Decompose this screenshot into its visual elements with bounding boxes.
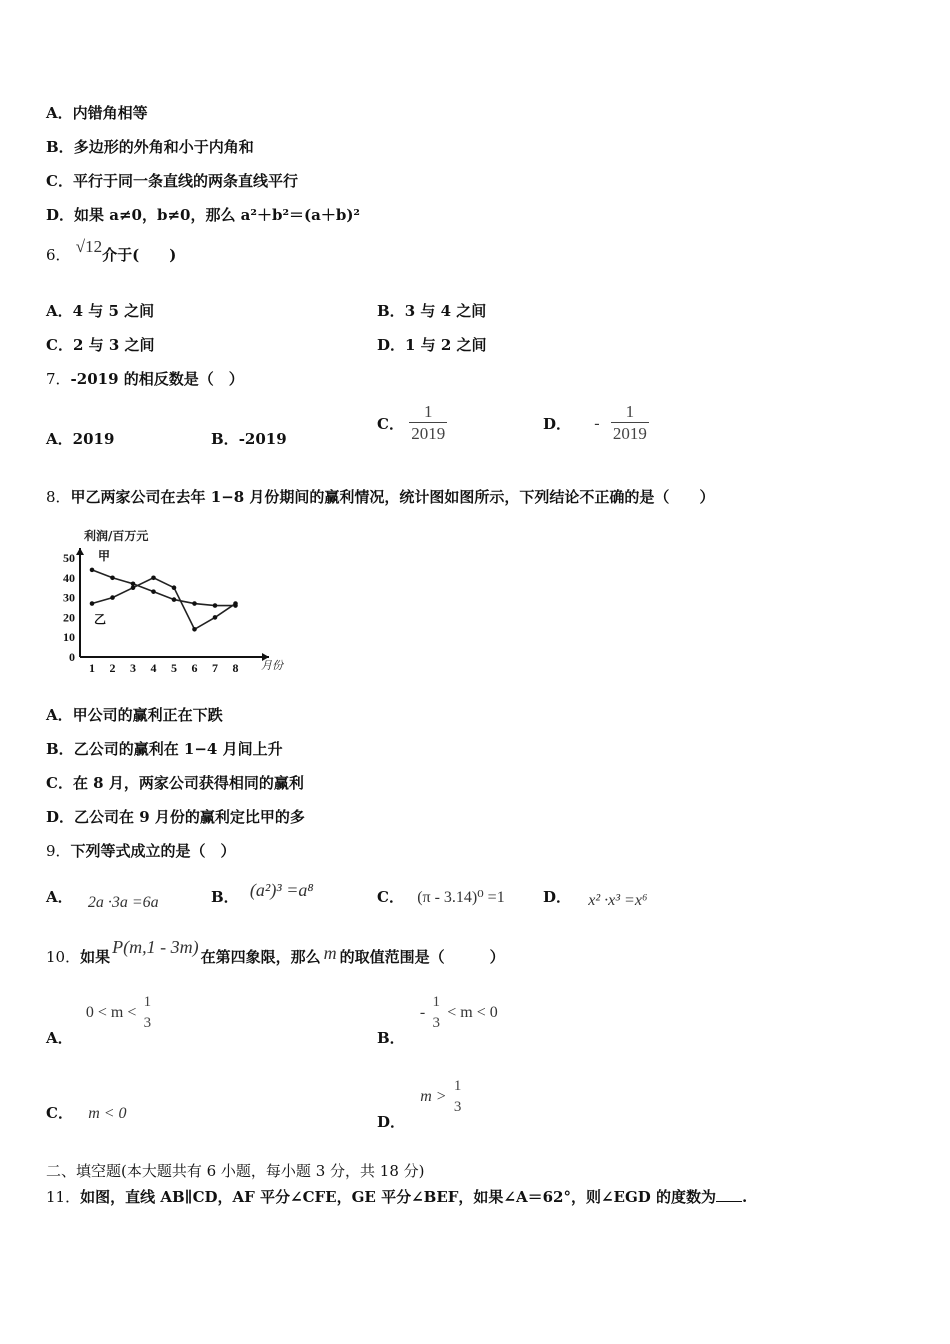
option-label: A． [46, 706, 73, 724]
fraction [409, 402, 447, 445]
question-text: 甲乙两家公司在去年 1−8 月份期间的赢利情况，统计图如图所示，下列结论不正确的是（ ） [70, 488, 715, 506]
option-label: A． [46, 104, 73, 122]
y-axis-arrow [76, 548, 84, 555]
data-point [172, 585, 177, 590]
x-tick-label: 2 [109, 661, 116, 675]
option-label: C． [377, 415, 404, 433]
option-text: 3 与 4 之间 [404, 302, 487, 320]
data-point [213, 615, 218, 620]
data-point [110, 595, 115, 600]
q6-option-c [46, 334, 155, 355]
profit-line-chart [44, 520, 294, 680]
q6-option-d [377, 334, 487, 355]
series-line-1 [92, 570, 236, 606]
q5-option-b [46, 136, 254, 157]
question-number: 8． [46, 488, 71, 506]
math-expression: (π - 3.14)⁰ =1 [417, 889, 505, 906]
option-label: A． [46, 430, 73, 448]
option-text: 1 与 2 之间 [405, 336, 487, 354]
option-label: D． [46, 206, 75, 224]
point-p: P(m,1 - 3m) [112, 937, 199, 957]
math-expression: 2a ·3a =6a [87, 894, 159, 911]
numerator: 1 [625, 402, 635, 421]
option-text: 2019 [72, 430, 115, 448]
math-expression: < m < 0 [447, 1004, 498, 1021]
question-number: 9． [46, 842, 71, 860]
q5-option-c [46, 170, 298, 191]
denominator: 2019 [411, 424, 446, 443]
option-text: 甲公司的赢利正在下跌 [72, 706, 223, 724]
x-tick-label: 3 [130, 661, 136, 675]
question-text-mid: 在第四象限，那么 [200, 948, 321, 966]
option-label: D． [377, 1113, 406, 1131]
y-tick-label: 10 [63, 630, 75, 645]
option-text: 2 与 3 之间 [72, 336, 155, 354]
data-point [90, 601, 95, 606]
q7-stem [46, 368, 244, 389]
option-label: B． [211, 430, 239, 448]
option-label: C． [46, 774, 73, 792]
q9-option-d [543, 886, 648, 907]
q10-stem [46, 937, 505, 967]
math-expression: x² ·x³ =x⁶ [588, 892, 648, 909]
data-point [110, 576, 115, 581]
data-point [90, 568, 95, 573]
y-tick-label: 20 [63, 610, 75, 625]
q7-option-c [377, 402, 447, 445]
q8-option-a [46, 704, 223, 725]
option-text: 4 与 5 之间 [72, 302, 155, 320]
numerator: 1 [423, 402, 433, 421]
option-label: B． [46, 740, 74, 758]
q10-option-c [46, 1102, 127, 1123]
data-point [233, 601, 238, 606]
option-label: B． [46, 138, 74, 156]
question-end: . [742, 1188, 748, 1206]
data-point [192, 601, 197, 606]
answer-blank [716, 1201, 742, 1202]
option-label: C． [46, 336, 73, 354]
option-label: B． [377, 1029, 405, 1047]
q8-option-d [46, 806, 305, 827]
x-axis-label: 月份 [261, 659, 283, 672]
option-text: 内错角相等 [72, 104, 148, 122]
option-label: C． [46, 172, 73, 190]
fraction [452, 1076, 464, 1118]
q8-stem [46, 486, 714, 507]
math-expression: m < 0 [88, 1105, 127, 1122]
minus-sign: - [594, 414, 600, 432]
option-text: 平行于同一条直线的两条直线平行 [72, 172, 298, 190]
sqrt-12: √12 [75, 237, 103, 256]
variable-m: m [323, 943, 337, 963]
option-label: A． [46, 302, 73, 320]
numerator: 1 [143, 994, 152, 1010]
y-tick-label: 30 [63, 590, 75, 605]
minus-sign: - [419, 1004, 426, 1021]
q7-option-a [46, 428, 114, 449]
section-heading: 二、填空题(本大题共有 6 小题，每小题 3 分，共 18 分) [46, 1162, 425, 1180]
option-label: C． [46, 1104, 73, 1122]
data-point [213, 603, 218, 608]
q6-option-a [46, 300, 154, 321]
denominator: 2019 [612, 424, 647, 443]
x-tick-label: 7 [212, 661, 218, 675]
option-text: 如果 a≠0，b≠0，那么 a²＋b²＝(a＋b)² [74, 206, 360, 224]
series-label: 乙 [94, 612, 107, 627]
y-tick-label: 0 [69, 650, 75, 664]
q9-stem [46, 840, 236, 861]
y-tick-label: 40 [63, 570, 75, 585]
question-text: 下列等式成立的是（ ） [70, 842, 236, 860]
q10-option-b [377, 992, 498, 1047]
data-point [131, 585, 136, 590]
option-text: 乙公司在 9 月份的赢利定比甲的多 [74, 808, 305, 826]
data-point [131, 581, 136, 586]
option-text: 多边形的外角和小于内角和 [73, 138, 254, 156]
option-label: C． [377, 888, 404, 906]
q10-option-a [46, 992, 153, 1047]
chart-series [90, 549, 238, 632]
question-text: 如果 [80, 948, 111, 966]
q7-option-b [211, 428, 287, 449]
question-text: 介于( ) [102, 246, 177, 264]
fraction [611, 402, 649, 445]
q9-option-b [211, 880, 314, 907]
option-text: -2019 [238, 430, 287, 448]
fraction [142, 992, 154, 1034]
question-number: 11． [46, 1188, 81, 1206]
data-point [192, 627, 197, 632]
chart-axes [76, 548, 269, 661]
denominator: 3 [143, 1015, 152, 1031]
question-text-post: 的取值范围是（ ） [339, 948, 505, 966]
fraction [430, 992, 442, 1034]
question-text: 如图，直线 AB∥CD，AF 平分∠CFE，GE 平分∠BEF，如果∠A＝62°，则∠EGD 的度数为 [80, 1188, 717, 1206]
q9-option-a [46, 886, 159, 911]
y-tick-label: 50 [63, 551, 75, 565]
q6-option-b [377, 300, 486, 321]
q7-option-d [543, 402, 649, 445]
x-tick-label: 6 [191, 661, 198, 675]
option-text: 乙公司的赢利在 1−4 月间上升 [73, 740, 283, 758]
q6-stem [46, 237, 177, 265]
numerator: 1 [453, 1078, 462, 1094]
q9-option-c [377, 886, 505, 907]
q5-option-a [46, 102, 148, 123]
chart-title: 利润/百万元 [84, 529, 149, 543]
question-number: 10． [46, 948, 81, 966]
denominator: 3 [432, 1015, 440, 1031]
math-expression: (a²)³ =a⁸ [249, 880, 314, 900]
data-point [172, 597, 177, 602]
x-tick-label: 4 [150, 661, 157, 675]
question-number: 7． [46, 370, 71, 388]
option-label: D． [543, 415, 572, 433]
question-text: -2019 的相反数是（ ） [70, 370, 244, 388]
option-label: A． [46, 888, 73, 906]
option-label: A． [46, 1029, 73, 1047]
q8-option-c [46, 772, 304, 793]
q5-option-d [46, 204, 360, 225]
option-label: D． [46, 808, 75, 826]
data-point [151, 576, 156, 581]
math-expression: 0 < m < [85, 1004, 137, 1021]
option-label: D． [377, 336, 406, 354]
x-tick-label: 8 [232, 661, 239, 675]
option-text: 在 8 月，两家公司获得相同的赢利 [72, 774, 304, 792]
data-point [151, 589, 156, 594]
q11-stem [46, 1186, 747, 1207]
option-label: D． [543, 888, 572, 906]
option-label: B． [211, 888, 239, 906]
x-tick-label: 5 [171, 661, 177, 675]
math-expression: m > [420, 1088, 447, 1105]
numerator: 1 [432, 994, 440, 1010]
x-tick-label: 1 [89, 661, 95, 675]
q10-option-d [377, 1076, 463, 1131]
option-label: B． [377, 302, 405, 320]
q8-option-b [46, 738, 283, 759]
question-number: 6． [46, 246, 71, 264]
series-label: 甲 [98, 548, 111, 563]
denominator: 3 [453, 1099, 462, 1115]
